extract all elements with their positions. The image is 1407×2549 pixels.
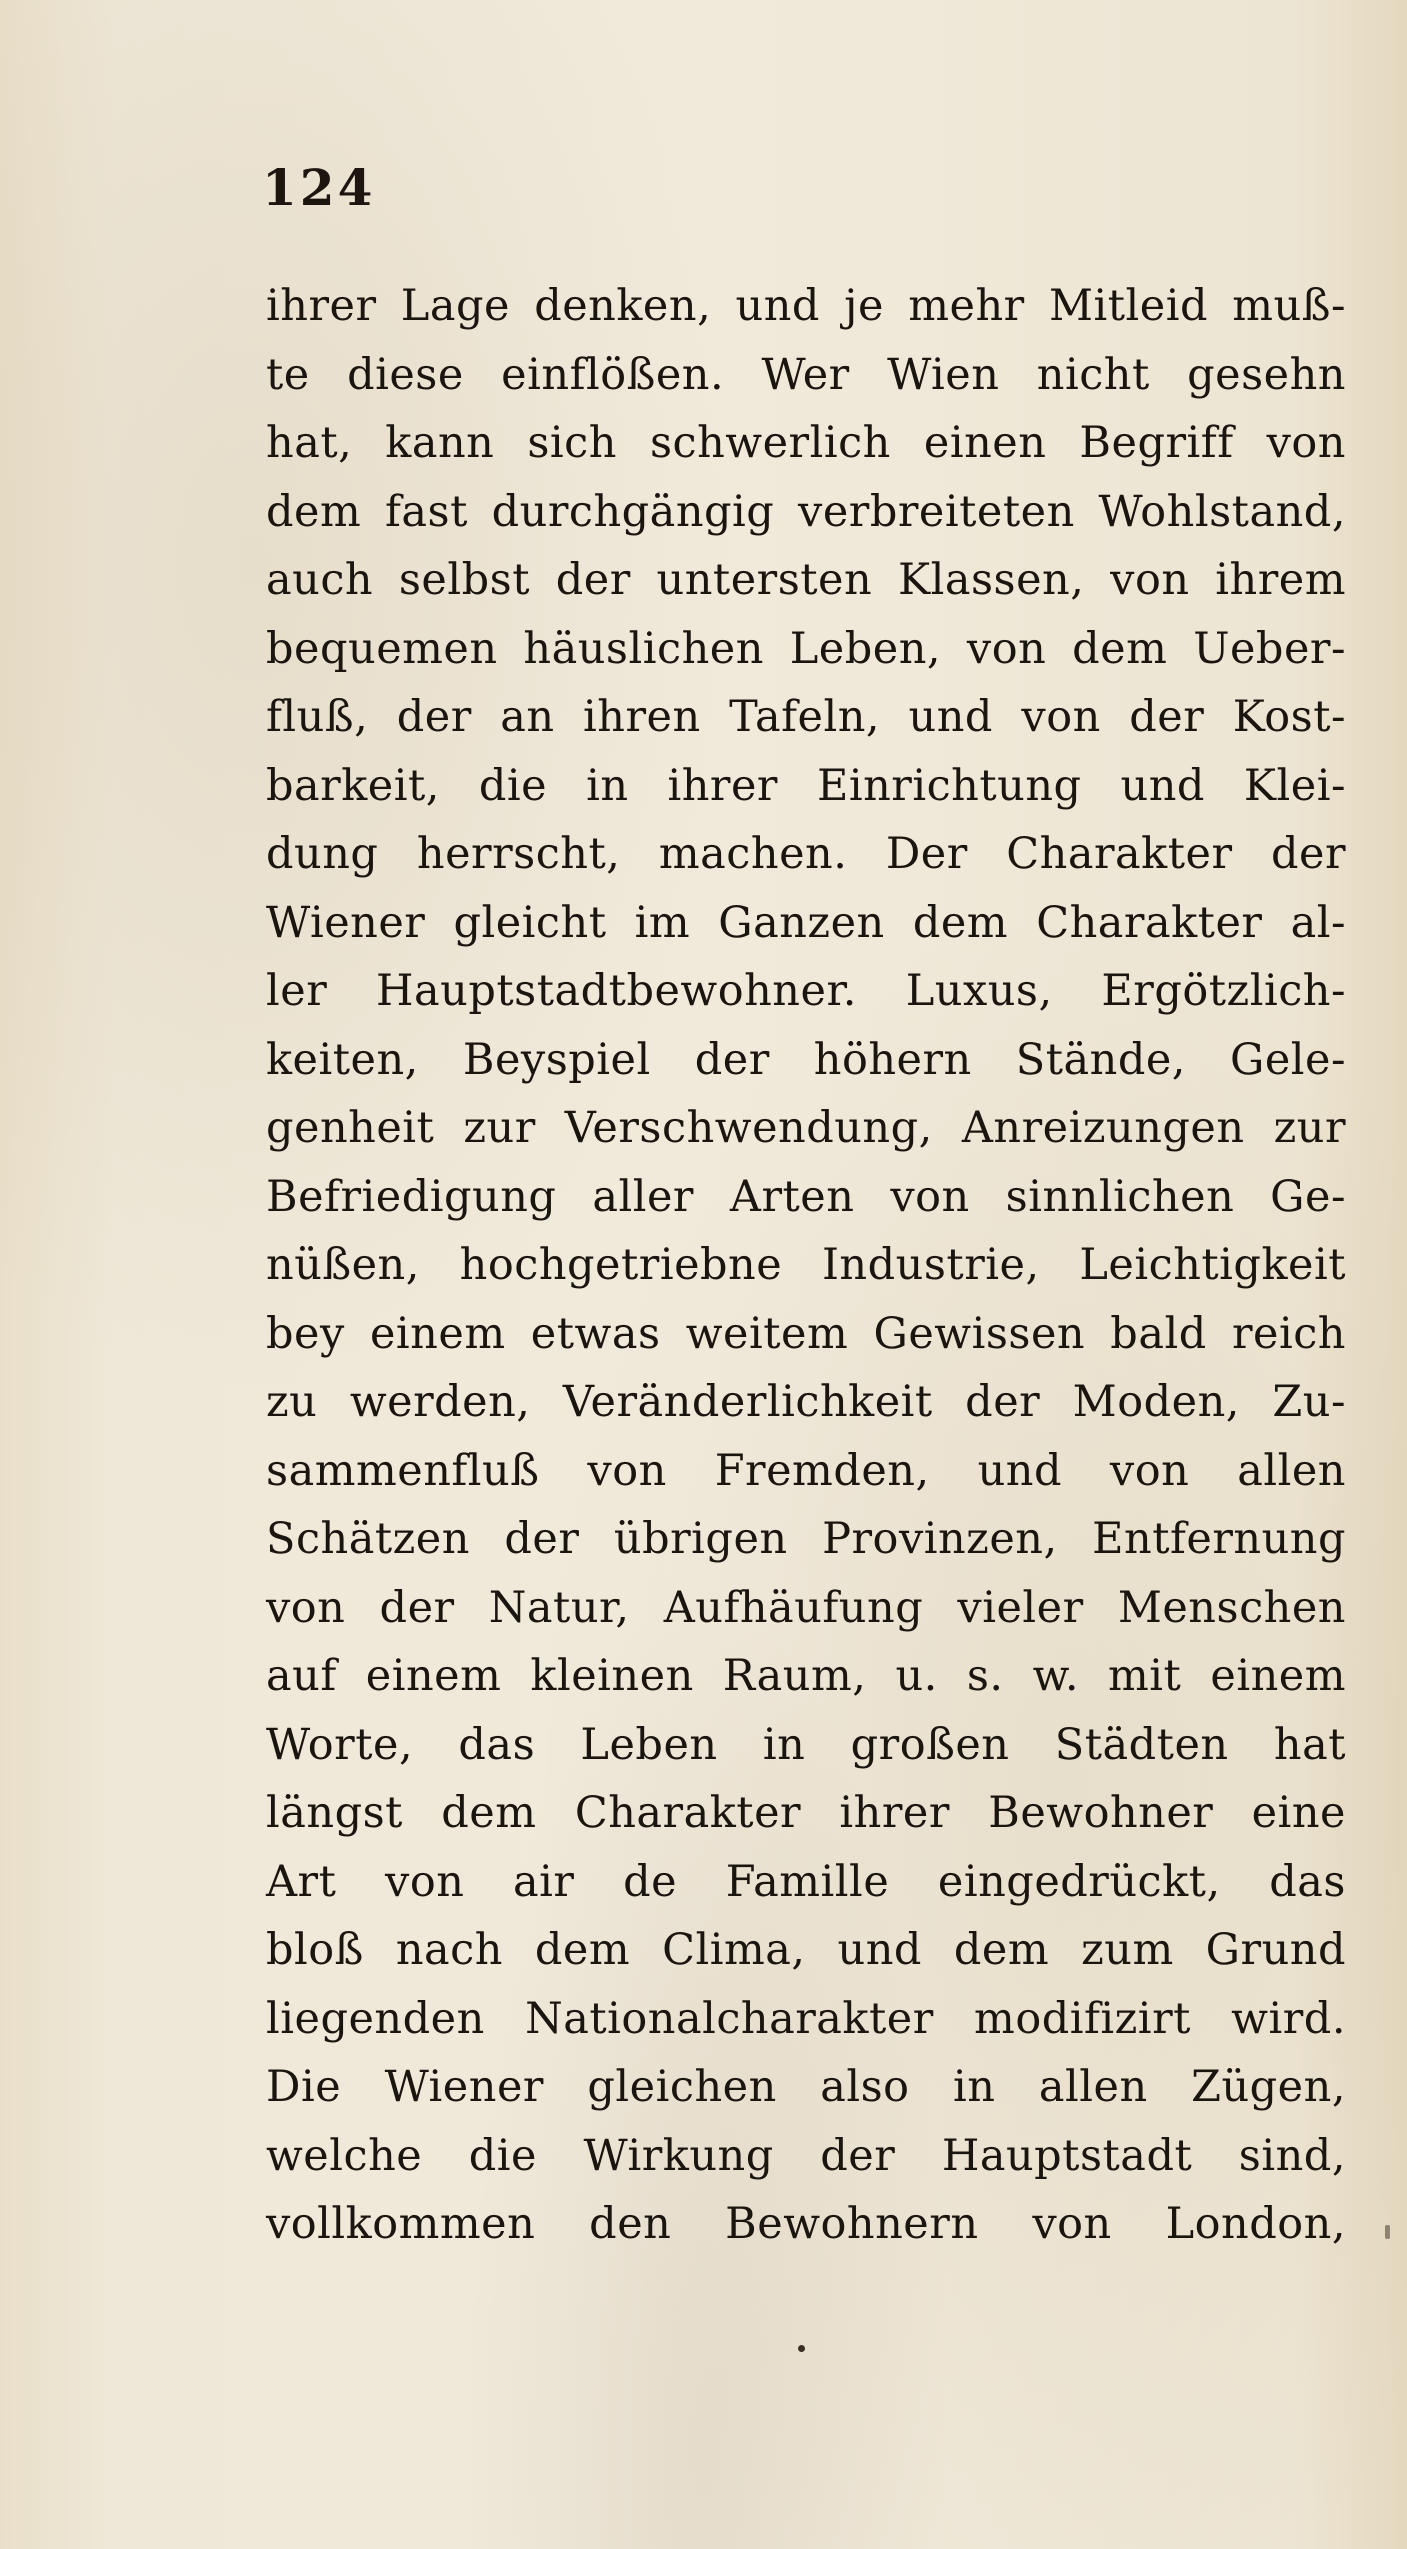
ink-speck: [798, 2345, 805, 2352]
text-line: nüßen, hochgetriebne Industrie, Leichtigkeit: [266, 1240, 1346, 1290]
text-line: te diese einflößen. Wer Wien nicht gesehn: [266, 349, 1346, 400]
text-line: Worte, das Leben in großen Städten hat: [266, 1719, 1346, 1770]
text-line: auf einem kleinen Raum, u. s. w. mit einem: [266, 1651, 1346, 1701]
text-line: Schätzen der übrigen Provinzen, Entfernung: [266, 1514, 1346, 1564]
text-line: bey einem etwas weitem Gewissen bald reich: [266, 1308, 1346, 1359]
text-line: längst dem Charakter ihrer Bewohner eine: [266, 1788, 1346, 1838]
text-line: sammenfluß von Fremden, und von allen: [266, 1445, 1346, 1496]
text-line: welche die Wirkung der Hauptstadt sind,: [266, 2130, 1346, 2181]
text-line: liegenden Nationalcharakter modifizirt wird.: [266, 1993, 1346, 2044]
text-line: bloß nach dem Clima, und dem zum Grund: [266, 1925, 1346, 1975]
text-line: dung herrscht, machen. Der Charakter der: [266, 829, 1346, 879]
text-line: Art von air de Famille eingedrückt, das: [266, 1856, 1346, 1907]
text-line: von der Natur, Aufhäufung vieler Menschen: [266, 1582, 1346, 1633]
text-line: Befriedigung aller Arten von sinnlichen Ge-: [266, 1171, 1346, 1222]
text-line: genheit zur Verschwendung, Anreizungen zur: [266, 1103, 1346, 1153]
text-line: fluß, der an ihren Tafeln, und von der Kost-: [266, 692, 1346, 742]
page-number: 124: [262, 158, 376, 217]
text-line: Die Wiener gleichen also in allen Zügen,: [266, 2062, 1346, 2112]
text-line: zu werden, Veränderlichkeit der Moden, Zu-: [266, 1377, 1346, 1427]
text-line: ihrer Lage denken, und je mehr Mitleid muß-: [266, 281, 1346, 331]
text-line: dem fast durchgängig verbreiteten Wohlstand,: [266, 486, 1346, 537]
text-line: hat, kann sich schwerlich einen Begriff von: [266, 418, 1346, 468]
text-line: Wiener gleicht im Ganzen dem Charakter al-: [266, 897, 1346, 948]
ink-speck: [1385, 2225, 1390, 2239]
text-line: bequemen häuslichen Leben, von dem Ueber-: [266, 623, 1346, 674]
body-text: [266, 272, 1346, 2259]
text-line: auch selbst der untersten Klassen, von ihrem: [266, 555, 1346, 605]
text-line: barkeit, die in ihrer Einrichtung und Klei-: [266, 760, 1346, 811]
text-line: ler Hauptstadtbewohner. Luxus, Ergötzlich-: [266, 966, 1346, 1016]
text-line: vollkommen den Bewohnern von London,: [266, 2199, 1346, 2249]
text-line: keiten, Beyspiel der höhern Stände, Gele-: [266, 1034, 1346, 1085]
